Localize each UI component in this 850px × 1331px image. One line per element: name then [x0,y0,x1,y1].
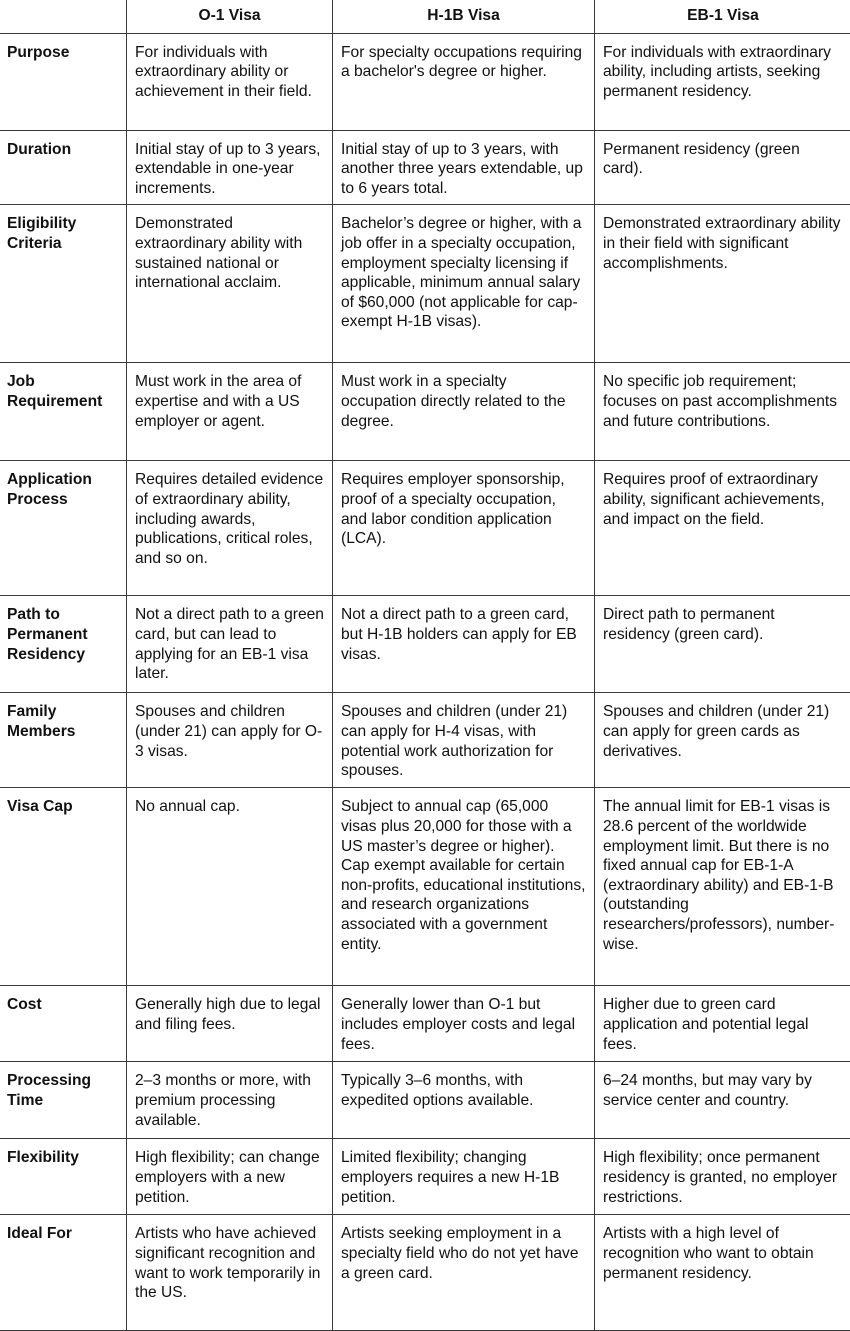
header-o1-visa: O-1 Visa [127,0,333,33]
table-row [0,693,850,788]
row-label: Ideal For [0,1215,127,1331]
table-row [0,1139,850,1215]
cell-o1: Not a direct path to a green card, but can lead to applying for an EB-1 visa later. [127,596,333,693]
cell-eb1: Demonstrated extraordinary ability in their field with significant accomplishments. [595,205,850,363]
table-header [0,0,850,33]
cell-eb1: Higher due to green card application and potential legal fees. [595,986,850,1062]
header-corner-cell [0,0,127,33]
row-label: Job Requirement [0,363,127,461]
cell-h1b: Initial stay of up to 3 years, with another three years extendable, up to 6 years total. [333,130,595,205]
header-eb1-visa: EB-1 Visa [595,0,850,33]
cell-eb1: Permanent residency (green card). [595,130,850,205]
cell-h1b: Limited flexibility; changing employers requires a new H-1B petition. [333,1139,595,1215]
cell-eb1: Spouses and children (under 21) can apply for green cards as derivatives. [595,693,850,788]
table-row [0,205,850,363]
row-label: Duration [0,130,127,205]
row-label: Flexibility [0,1139,127,1215]
cell-o1: Spouses and children (under 21) can apply for O-3 visas. [127,693,333,788]
table-row [0,1215,850,1331]
cell-o1: 2–3 months or more, with premium processing available. [127,1062,333,1139]
cell-eb1: The annual limit for EB-1 visas is 28.6 percent of the worldwide employment limit. But there is no fixed annual cap for EB-1-A (extraordinary ability) and EB-1-B (outstanding researchers/professors), number-wise. [595,788,850,986]
row-label: Visa Cap [0,788,127,986]
cell-o1: For individuals with extraordinary ability or achievement in their field. [127,33,333,130]
cell-eb1: Artists with a high level of recognition who want to obtain permanent residency. [595,1215,850,1331]
cell-o1: Initial stay of up to 3 years, extendable in one-year increments. [127,130,333,205]
table-row [0,363,850,461]
header-row [0,0,850,33]
cell-o1: Demonstrated extraordinary ability with sustained national or international acclaim. [127,205,333,363]
cell-o1: Requires detailed evidence of extraordinary ability, including awards, publications, critical roles, and so on. [127,461,333,596]
cell-eb1: Direct path to permanent residency (green card). [595,596,850,693]
table-body [0,33,850,1331]
row-label: Cost [0,986,127,1062]
cell-eb1: Requires proof of extraordinary ability, significant achievements, and impact on the field. [595,461,850,596]
row-label: Eligibility Criteria [0,205,127,363]
header-h1b-visa: H-1B Visa [333,0,595,33]
cell-h1b: Spouses and children (under 21) can apply for H-4 visas, with potential work authorization for spouses. [333,693,595,788]
table-row [0,788,850,986]
table-row [0,130,850,205]
cell-eb1: No specific job requirement; focuses on past accomplishments and future contributions. [595,363,850,461]
row-label: Application Process [0,461,127,596]
cell-h1b: For specialty occupations requiring a bachelor's degree or higher. [333,33,595,130]
cell-eb1: High flexibility; once permanent residency is granted, no employer restrictions. [595,1139,850,1215]
cell-h1b: Requires employer sponsorship, proof of a specialty occupation, and labor condition application (LCA). [333,461,595,596]
cell-o1: Generally high due to legal and filing fees. [127,986,333,1062]
cell-o1: Must work in the area of expertise and with a US employer or agent. [127,363,333,461]
cell-o1: High flexibility; can change employers with a new petition. [127,1139,333,1215]
cell-h1b: Typically 3–6 months, with expedited options available. [333,1062,595,1139]
table-row [0,596,850,693]
cell-o1: No annual cap. [127,788,333,986]
cell-h1b: Not a direct path to a green card, but H-1B holders can apply for EB visas. [333,596,595,693]
cell-h1b: Artists seeking employment in a specialty field who do not yet have a green card. [333,1215,595,1331]
cell-eb1: For individuals with extraordinary ability, including artists, seeking permanent residency. [595,33,850,130]
cell-h1b: Generally lower than O-1 but includes employer costs and legal fees. [333,986,595,1062]
cell-o1: Artists who have achieved significant recognition and want to work temporarily in the US. [127,1215,333,1331]
cell-h1b: Subject to annual cap (65,000 visas plus 20,000 for those with a US master’s degree or higher). Cap exempt available for certain non-profits, educational institutions, and research organizations associated with a government entity. [333,788,595,986]
row-label: Family Members [0,693,127,788]
cell-h1b: Must work in a specialty occupation directly related to the degree. [333,363,595,461]
row-label: Purpose [0,33,127,130]
table-row [0,461,850,596]
table-row [0,986,850,1062]
table-row [0,33,850,130]
cell-h1b: Bachelor’s degree or higher, with a job offer in a specialty occupation, employment specialty licensing if applicable, minimum annual salary of $60,000 (not applicable for cap-exempt H-1B visas). [333,205,595,363]
row-label: Processing Time [0,1062,127,1139]
cell-eb1: 6–24 months, but may vary by service center and country. [595,1062,850,1139]
table-row [0,1062,850,1139]
row-label: Path to Permanent Residency [0,596,127,693]
